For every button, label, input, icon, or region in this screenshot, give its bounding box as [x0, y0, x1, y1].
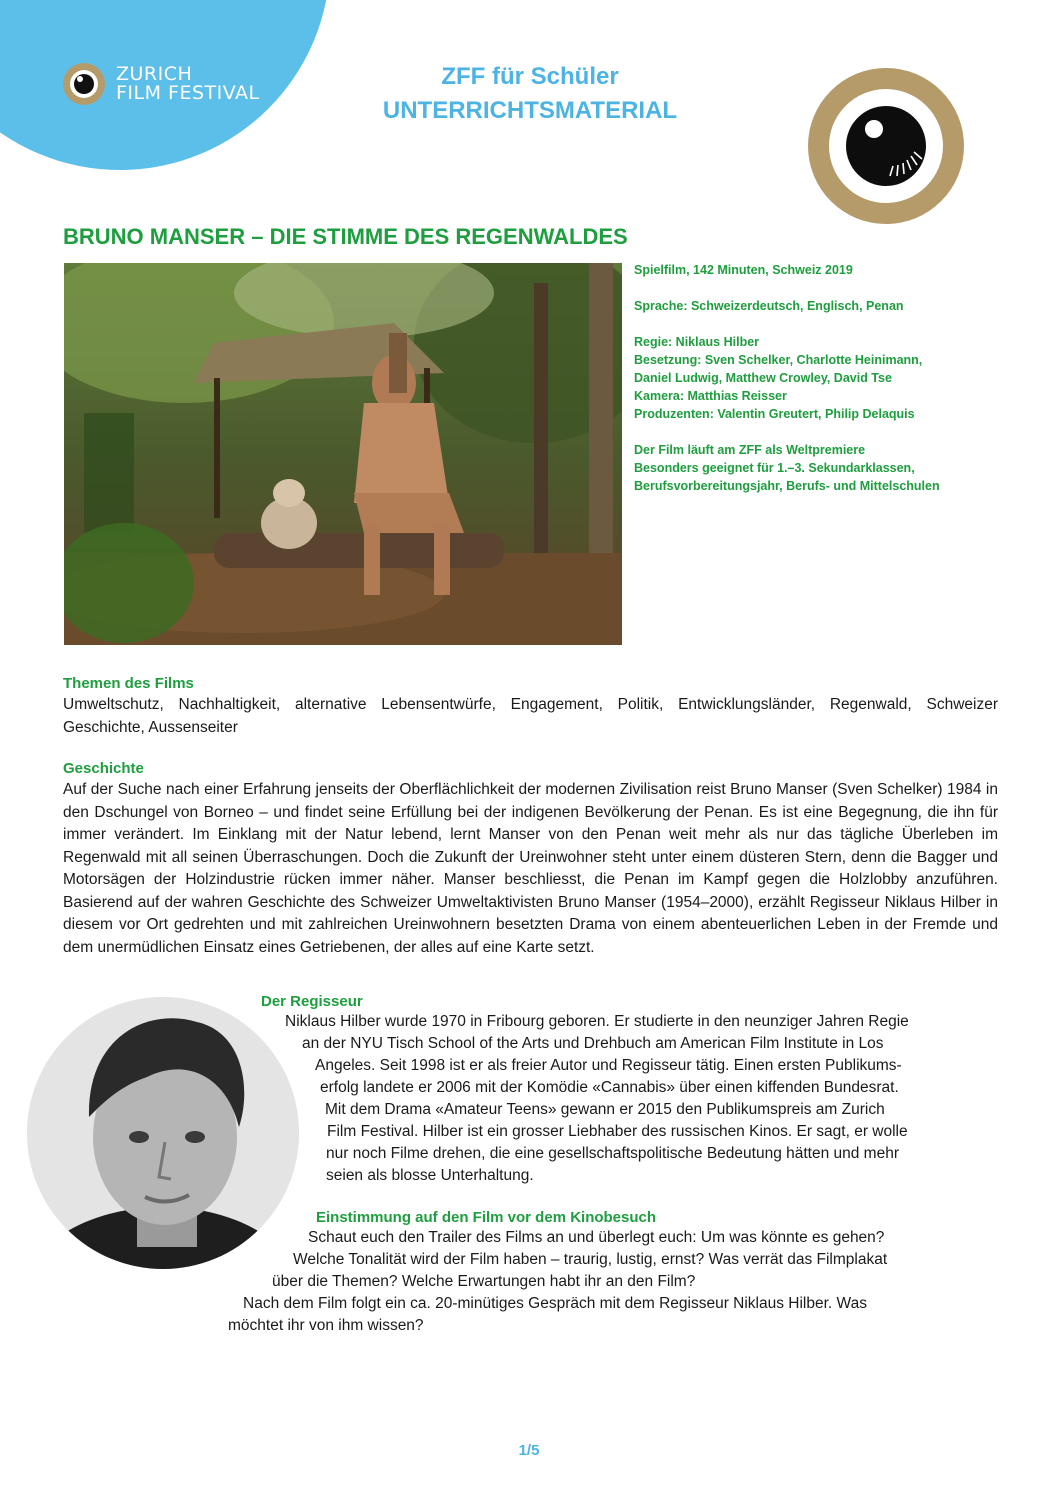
- credit-line: Besetzung: Sven Schelker, Charlotte Heinimann,: [634, 353, 923, 367]
- header-title-line-2: UNTERRICHTSMATERIAL: [382, 97, 678, 124]
- page-header-title: [300, 60, 760, 128]
- spacer: [634, 279, 1034, 297]
- prep-line: Schaut euch den Trailer des Films an und überlegt euch: Um was könnte es gehen?: [308, 1229, 885, 1246]
- header-title-line-1: ZFF für Schüler: [441, 63, 619, 90]
- note-line: Der Film läuft am ZFF als Weltpremiere: [634, 443, 866, 457]
- note-line: Besonders geeignet für 1.–3. Sekundarklassen,: [634, 461, 915, 475]
- director-line: Niklaus Hilber wurde 1970 in Fribourg geboren. Er studierte in den neunziger Jahren Regie: [285, 1013, 909, 1030]
- director-heading: Der Regisseur: [261, 993, 363, 1010]
- director-line: Mit dem Drama «Amateur Teens» gewann er 2015 den Publikumspreis am Zurich: [325, 1101, 885, 1118]
- note-line: Berufsvorbereitungsjahr, Berufs- und Mittelschulen: [634, 479, 940, 493]
- eye-emblem-icon: [808, 68, 964, 224]
- director-portrait: [27, 997, 299, 1269]
- credit-line: Produzenten: Valentin Greutert, Philip Delaquis: [634, 407, 915, 421]
- director-line: nur noch Filme drehen, die eine gesellschaftspolitische Bedeutung hätten und mehr: [326, 1145, 900, 1162]
- prep-line: über die Themen? Welche Erwartungen habt ihr an den Film?: [272, 1273, 696, 1290]
- story-heading: Geschichte: [63, 760, 144, 777]
- director-line: Film Festival. Hilber ist ein grosser Liebhaber des russischen Kinos. Er sagt, er wolle: [327, 1123, 908, 1140]
- logo-text: [116, 65, 260, 103]
- themes-heading: Themen des Films: [63, 675, 194, 692]
- film-meta-info: [634, 261, 1034, 495]
- film-language: Sprache: Schweizerdeutsch, Englisch, Penan: [634, 299, 904, 313]
- zff-logo[interactable]: [62, 62, 260, 106]
- page-number: 1/5: [518, 1442, 540, 1459]
- themes-text: Umweltschutz, Nachhaltigkeit, alternative Lebensentwürfe, Engagement, Politik, Entwicklungsländer, Regenwald, Schweizer Geschichte, Aussenseiter: [63, 696, 998, 736]
- director-line: Angeles. Seit 1998 ist er als freier Autor und Regisseur tätig. Einen ersten Publikums-: [315, 1057, 902, 1074]
- film-info: Spielfilm, 142 Minuten, Schweiz 2019: [634, 263, 853, 277]
- spacer: [634, 315, 1034, 333]
- spacer: [634, 423, 1034, 441]
- credit-line: Regie: Niklaus Hilber: [634, 335, 760, 349]
- director-line: erfolg landete er 2006 mit der Komödie «Cannabis» über einen kiffenden Bundesrat.: [320, 1079, 899, 1096]
- film-title: BRUNO MANSER – DIE STIMME DES REGENWALDES: [63, 224, 628, 249]
- prep-line: möchtet ihr von ihm wissen?: [228, 1317, 424, 1334]
- credit-line: Kamera: Matthias Reisser: [634, 389, 787, 403]
- director-line: seien als blosse Unterhaltung.: [326, 1167, 534, 1184]
- prep-heading: Einstimmung auf den Film vor dem Kinobesuch: [316, 1209, 657, 1226]
- credit-line: Daniel Ludwig, Matthew Crowley, David Tse: [634, 371, 892, 385]
- logo-line-2: FILM FESTIVAL: [116, 82, 260, 104]
- director-line: an der NYU Tisch School of the Arts und Drehbuch am American Film Institute in Los: [302, 1035, 884, 1052]
- eye-logo-icon: [62, 62, 106, 106]
- prep-line: Nach dem Film folgt ein ca. 20-minütiges Gespräch mit dem Regisseur Niklaus Hilber. Was: [243, 1295, 867, 1312]
- film-still-image: [64, 263, 622, 645]
- story-text: Auf der Suche nach einer Erfahrung jenseits der Oberflächlichkeit der modernen Zivilisation reist Bruno Manser (Sven Schelker) 1984 in den Dschungel von Borneo – und findet seine Erfüllung bei der indigenen Bevölkerung der Penan. Es ist eine Begegnung, die ihn für immer verändert. Im Einklang mit der Natur lebend, lernt Manser von den Penan weit mehr als nur das tägliche Überleben im Regenwald mit all seinen Überraschungen. Doch die Zukunft der Ureinwohner steht unter einem düsteren Stern, denn die Bagger und Motorsägen der Holzindustrie rücken immer näher. Manser beschliesst, die Penan im Kampf gegen die Holzlobby anzuführen. Basierend auf der wahren Geschichte des Schweizer Umweltaktivisten Bruno Manser (1954–2000), erzählt Regisseur Niklaus Hilber in diesem vor Ort gedrehten und mit zahlreichen Ureinwohnern besetzten Drama von einem abenteuerlichen Leben in der Fremde und dem unermüdlichen Einsatz eines Getriebenen, der alles auf eine Karte setzt.: [63, 781, 998, 956]
- prep-line: Welche Tonalität wird der Film haben – traurig, lustig, ernst? Was verrät das Filmplakat: [293, 1251, 888, 1268]
- logo-line-1: ZURICH: [116, 63, 193, 85]
